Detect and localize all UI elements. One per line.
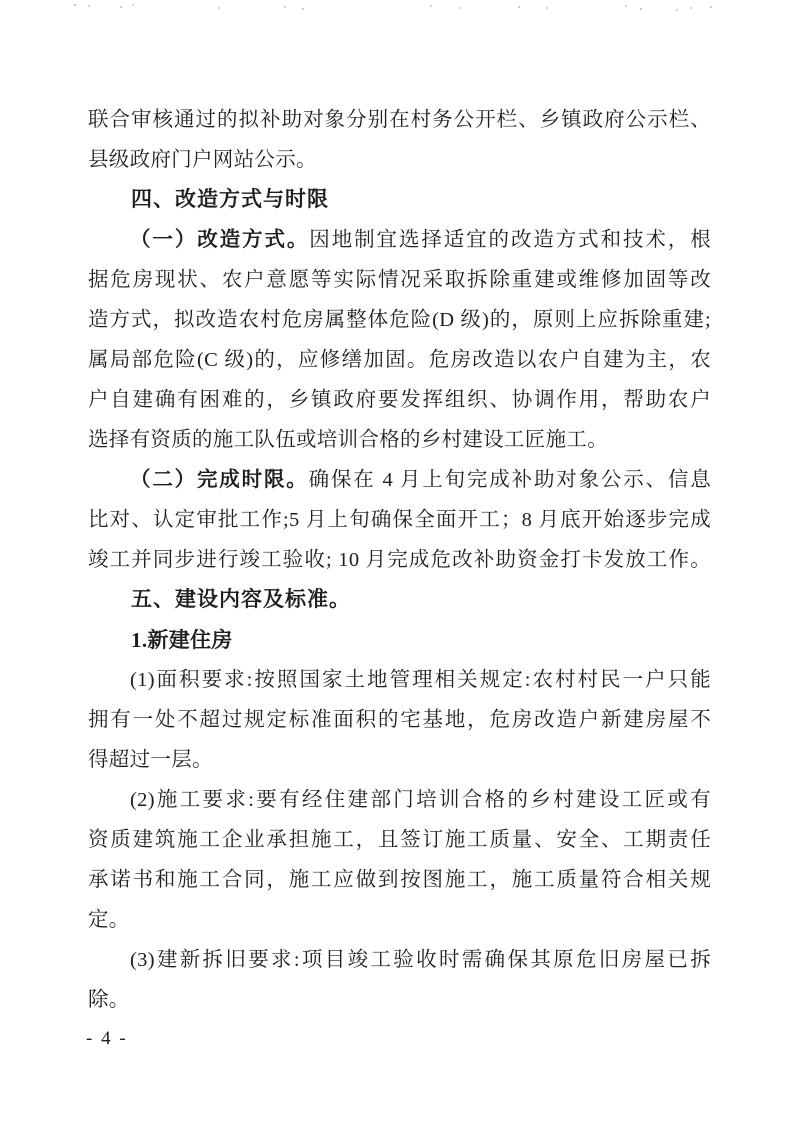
body-line: (1)面积要求:按照国家土地管理相关规定:农村村民一户只能: [130, 669, 711, 691]
body-line: 除。: [88, 989, 130, 1011]
body-line: (3)建新拆旧要求:项目竣工验收时需确保其原危旧房屋已拆: [130, 949, 711, 971]
paragraph-text: 确保在 4 月上旬完成补助对象公示、信息: [308, 469, 711, 491]
body-line: 联合审核通过的拟补助对象分别在村务公开栏、乡镇政府公示栏、: [88, 109, 711, 131]
paragraph-line: [88, 460, 711, 500]
document-page: [88, 100, 711, 1020]
body-line: 选择有资质的施工队伍或培训合格的乡村建设工匠施工。: [88, 429, 608, 451]
body-line: 据危房现状、农户意愿等实际情况采取拆除重建或维修加固等改: [88, 269, 711, 291]
body-line: 拥有一处不超过规定标准面积的宅基地，危房改造户新建房屋不: [88, 709, 711, 731]
body-line: (2)施工要求:要有经住建部门培训合格的乡村建设工匠或有: [130, 789, 711, 811]
body-line: 竣工并同步进行竣工验收; 10 月完成危改补助资金打卡发放工作。: [88, 549, 711, 571]
body-line: 得超过一层。: [88, 749, 213, 771]
body-line: 县级政府门户网站公示。: [88, 149, 317, 171]
body-line: 定。: [88, 909, 130, 931]
scan-noise-specks: [74, 4, 76, 6]
page-number: - 4 -: [86, 1028, 128, 1049]
section-heading-5: 五、建设内容及标准。: [131, 588, 352, 611]
body-line: 比对、认定审批工作;5 月上旬确保全面开工；8 月底开始逐步完成: [88, 509, 711, 531]
paragraph-lead: （一）改造方式。: [130, 229, 310, 251]
paragraph-text: 因地制宜选择适宜的改造方式和技术，根: [309, 229, 711, 251]
body-line: 造方式，拟改造农村危房属整体危险(D 级)的，原则上应拆除重建;: [88, 309, 711, 331]
body-line: 属局部危险(C 级)的，应修缮加固。危房改造以农户自建为主，农: [88, 349, 711, 371]
body-line: 资质建筑施工企业承担施工，且签订施工质量、安全、工期责任: [88, 829, 711, 851]
paragraph-lead: （二）完成时限。: [130, 469, 309, 491]
body-line: 承诺书和施工合同，施工应做到按图施工，施工质量符合相关规: [88, 869, 711, 891]
subsection-heading: 1.新建住房: [131, 628, 233, 652]
section-heading-4: 四、改造方式与时限: [131, 188, 330, 211]
body-line: 户自建确有困难的，乡镇政府要发挥组织、协调作用，帮助农户: [88, 389, 711, 411]
paragraph-line: [88, 220, 711, 260]
